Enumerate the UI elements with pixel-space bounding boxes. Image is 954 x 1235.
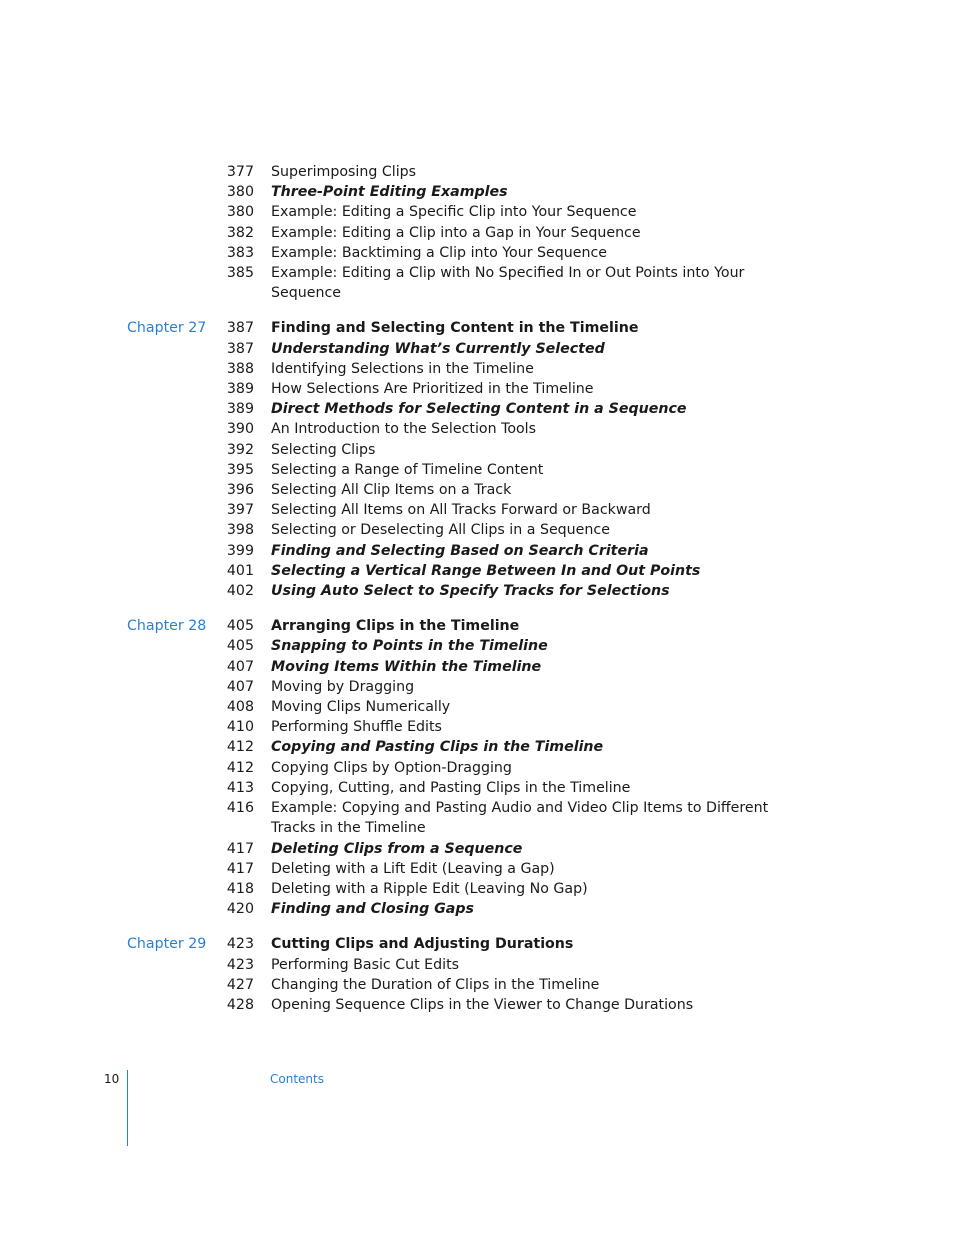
footer-divider	[127, 1070, 128, 1146]
toc-entry[interactable]	[0, 879, 954, 899]
page-number-ref: 408	[226, 699, 254, 716]
entry-title: Selecting or Deselecting All Clips in a Sequence	[271, 522, 610, 539]
entry-title: Identifying Selections in the Timeline	[271, 360, 534, 377]
page-number-ref: 418	[226, 880, 254, 897]
toc-entry[interactable]	[0, 561, 954, 581]
footer-section-label: Contents	[270, 1072, 324, 1086]
chapter-label[interactable]: Chapter 27	[127, 320, 207, 337]
page-number-ref: 405	[226, 638, 254, 655]
page-number-ref: 397	[226, 502, 254, 519]
entry-title: Selecting a Vertical Range Between In and Out Points	[271, 562, 701, 579]
toc-entry[interactable]	[0, 975, 954, 995]
page-number-ref: 388	[226, 360, 254, 377]
page-number-ref: 416	[226, 800, 254, 817]
toc-entry[interactable]	[0, 243, 954, 263]
entry-title: Selecting All Clip Items on a Track	[271, 482, 512, 499]
toc-entry[interactable]	[0, 859, 954, 879]
chapter-entry[interactable]	[0, 616, 954, 636]
page-number-ref: 387	[226, 320, 254, 337]
page-number-ref: 402	[226, 583, 254, 600]
toc-entry[interactable]	[0, 339, 954, 359]
toc-entry[interactable]	[0, 500, 954, 520]
toc-entry[interactable]	[0, 520, 954, 540]
entry-title: Performing Basic Cut Edits	[271, 956, 460, 973]
page-number-ref: 410	[226, 719, 254, 736]
page-number-ref: 389	[226, 401, 254, 418]
entry-title: Example: Editing a Clip into a Gap in Your Sequence	[271, 224, 641, 241]
page-number-ref: 423	[226, 956, 254, 973]
page-number-ref: 392	[226, 441, 254, 458]
page-number-ref: 405	[226, 618, 254, 635]
entry-title: Arranging Clips in the Timeline	[271, 618, 520, 635]
chapter-label[interactable]: Chapter 29	[127, 936, 207, 953]
page-number-ref: 417	[226, 860, 254, 877]
page-number-ref: 398	[226, 522, 254, 539]
page-number-ref: 390	[226, 421, 254, 438]
toc-entry[interactable]	[0, 162, 954, 182]
entry-title: Moving Clips Numerically	[271, 699, 451, 716]
page-number-ref: 423	[226, 936, 254, 953]
page-number: 10	[104, 1072, 120, 1086]
toc-entry[interactable]	[0, 737, 954, 757]
entry-title: Copying, Cutting, and Pasting Clips in the Timeline	[271, 779, 631, 796]
entry-title: Using Auto Select to Specify Tracks for Selections	[271, 583, 670, 600]
page-number-ref: 380	[226, 204, 254, 221]
toc-entry[interactable]	[0, 717, 954, 737]
toc-entry[interactable]	[0, 636, 954, 656]
page-number-ref: 382	[226, 224, 254, 241]
entry-title: Deleting with a Lift Edit (Leaving a Gap)	[271, 860, 555, 877]
toc-entry[interactable]	[0, 460, 954, 480]
entry-title: Moving by Dragging	[271, 678, 415, 695]
toc-entry[interactable]	[0, 581, 954, 601]
page-number-ref: 407	[226, 658, 254, 675]
entry-title: Example: Editing a Clip with No Specified In or Out Points into Your Sequence	[271, 265, 745, 302]
toc-entry[interactable]	[0, 399, 954, 419]
entry-title: Three-Point Editing Examples	[271, 184, 508, 201]
entry-title: Finding and Closing Gaps	[271, 901, 474, 918]
entry-title: How Selections Are Prioritized in the Timeline	[271, 381, 594, 398]
entry-title: Snapping to Points in the Timeline	[271, 638, 548, 655]
toc-entry[interactable]	[0, 899, 954, 919]
toc-entry[interactable]	[0, 541, 954, 561]
page-number-ref: 399	[226, 542, 254, 559]
page-number-ref: 387	[226, 340, 254, 357]
page-number-ref: 377	[226, 164, 254, 180]
toc-entry[interactable]	[0, 778, 954, 798]
entry-title: An Introduction to the Selection Tools	[271, 421, 537, 438]
entry-title: Understanding What’s Currently Selected	[271, 340, 605, 357]
entry-title: Deleting Clips from a Sequence	[271, 840, 523, 857]
page-number-ref: 413	[226, 779, 254, 796]
chapter-entry[interactable]	[0, 318, 954, 338]
page-number-ref: 428	[226, 996, 254, 1013]
entry-title: Superimposing Clips	[271, 164, 417, 180]
page-number-ref: 420	[226, 901, 254, 918]
toc-entry[interactable]	[0, 955, 954, 975]
page-number-ref: 401	[226, 562, 254, 579]
entry-title: Changing the Duration of Clips in the Timeline	[271, 976, 600, 993]
toc-entry[interactable]	[0, 223, 954, 243]
entry-title: Example: Copying and Pasting Audio and Video Clip Items to Different Tracks in the Timeline	[271, 800, 769, 837]
toc-entry[interactable]	[0, 798, 954, 838]
toc-entry[interactable]	[0, 839, 954, 859]
entry-title: Performing Shuffle Edits	[271, 719, 442, 736]
page-number-ref: 385	[226, 265, 254, 282]
table-of-contents	[0, 162, 954, 1015]
toc-entry[interactable]	[0, 480, 954, 500]
page-number-ref: 395	[226, 461, 254, 478]
page-number-ref: 417	[226, 840, 254, 857]
entry-title: Moving Items Within the Timeline	[271, 658, 542, 675]
entry-title: Copying Clips by Option-Dragging	[271, 759, 512, 776]
entry-title: Selecting All Items on All Tracks Forward or Backward	[271, 502, 651, 519]
entry-title: Copying and Pasting Clips in the Timeline	[271, 739, 604, 756]
toc-entry[interactable]	[0, 263, 954, 303]
chapter-label[interactable]: Chapter 28	[127, 618, 207, 635]
entry-title: Finding and Selecting Based on Search Criteria	[271, 542, 649, 559]
toc-entry[interactable]	[0, 359, 954, 379]
entry-title: Finding and Selecting Content in the Timeline	[271, 320, 639, 337]
toc-entry[interactable]	[0, 379, 954, 399]
page-number-ref: 427	[226, 976, 254, 993]
toc-entry[interactable]	[0, 202, 954, 222]
toc-entry[interactable]	[0, 657, 954, 677]
toc-entry[interactable]	[0, 182, 954, 202]
toc-entry[interactable]	[0, 419, 954, 439]
entry-title: Cutting Clips and Adjusting Durations	[271, 936, 574, 953]
entry-title: Example: Editing a Specific Clip into Your Sequence	[271, 204, 637, 221]
page-number-ref: 412	[226, 759, 254, 776]
page-number-ref: 389	[226, 381, 254, 398]
entry-title: Selecting Clips	[271, 441, 376, 458]
entry-title: Deleting with a Ripple Edit (Leaving No Gap)	[271, 880, 588, 897]
toc-entry[interactable]	[0, 440, 954, 460]
chapter-entry[interactable]	[0, 934, 954, 954]
entry-title: Direct Methods for Selecting Content in a Sequence	[271, 401, 687, 418]
page-number-ref: 380	[226, 184, 254, 201]
page-number-ref: 396	[226, 482, 254, 499]
entry-title: Example: Backtiming a Clip into Your Sequence	[271, 244, 608, 261]
toc-entry[interactable]	[0, 758, 954, 778]
page-number-ref: 407	[226, 678, 254, 695]
toc-entry[interactable]	[0, 697, 954, 717]
page-number-ref: 383	[226, 244, 254, 261]
toc-entry[interactable]	[0, 995, 954, 1015]
entry-title: Opening Sequence Clips in the Viewer to Change Durations	[271, 996, 694, 1013]
page-number-ref: 412	[226, 739, 254, 756]
entry-title: Selecting a Range of Timeline Content	[271, 461, 544, 478]
toc-entry[interactable]	[0, 677, 954, 697]
